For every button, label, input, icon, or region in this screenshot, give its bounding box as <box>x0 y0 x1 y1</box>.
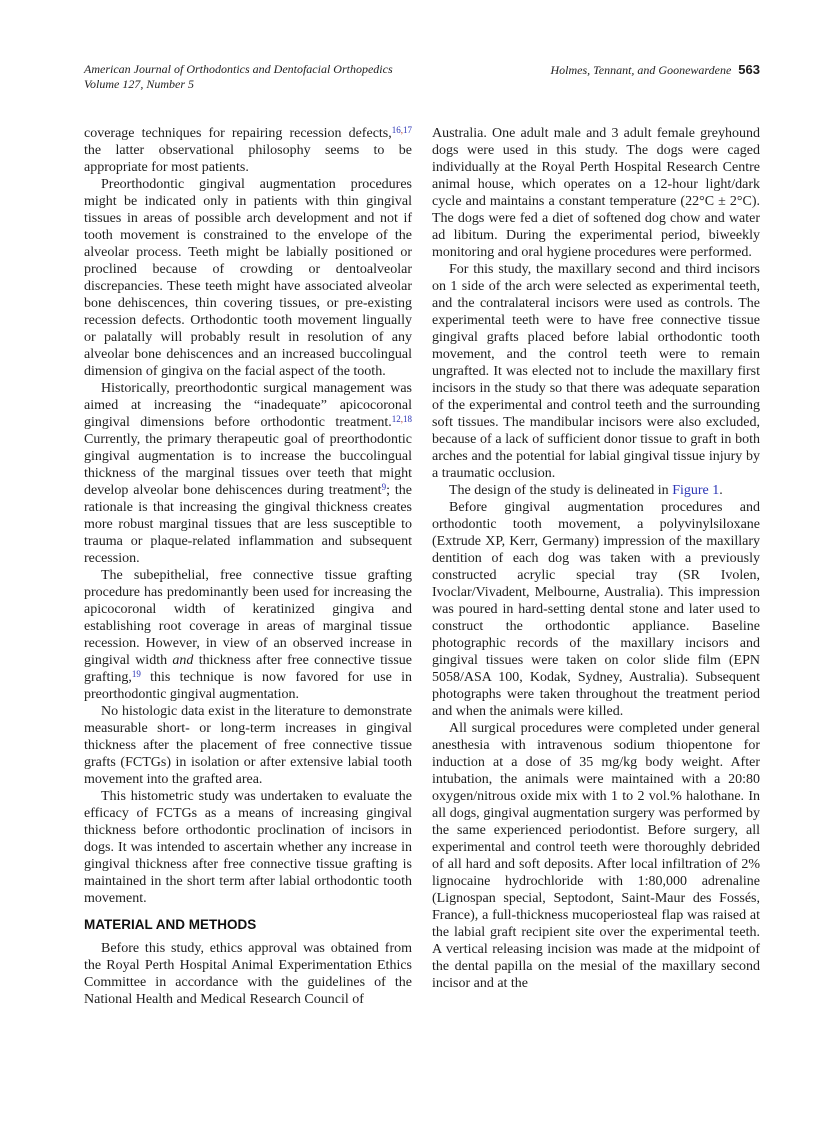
reference-separator: , <box>400 125 403 136</box>
left-column <box>84 125 412 1008</box>
paragraph <box>432 482 760 499</box>
text-run: No histologic data exist in the literature to demonstrate measurable short- or long-term increases in gingival thickness after the placement of free connective tissue grafts (FCTGs) in isolation or after extensive labial tooth movement into the grafted area. <box>84 704 412 787</box>
paragraph <box>84 567 412 703</box>
text-run: coverage techniques for repairing recession defects, <box>84 126 392 141</box>
section-heading: MATERIAL AND METHODS <box>84 917 257 932</box>
text-run: This histometric study was undertaken to evaluate the efficacy of FCTGs as a means of increasing gingival thickness before orthodontic proclination of incisors in dogs. It was intended to ascertain whether any increase in gingival thickness after free connective tissue grafting is maintained in the short term after labial orthodontic tooth movement. <box>84 789 412 906</box>
figure-link[interactable]: Figure 1 <box>672 483 720 498</box>
text-run: . <box>719 483 723 498</box>
paragraph <box>84 788 412 907</box>
paragraph <box>84 176 412 380</box>
text-run: Preorthodontic gingival augmentation procedures might be indicated only in patients with thin gingival tissues in areas of possible arch development and not if tooth movement is constrained to the envelope of the alveolar process. Teeth might be labially positioned or proclined because of crowding or dentoalveolar discrepancies. These teeth might have associated alveolar bone dehiscences, thin covering tissues, or pre-existing recession defects. Orthodontic tooth movement lingually or palatally will probably result in resolution of any alveolar bone dehiscences and an increased buccolingual dimension of gingiva on the facial aspect of the tooth. <box>84 177 412 379</box>
reference-separator: , <box>400 414 403 425</box>
text-run: The subepithelial, free connective tissue grafting procedure has predominantly been used for increasing the apicocoronal width of keratinized gingiva and establishing root coverage in areas of marginal tissue recession. However, in view of an observed increase in gingival width <box>84 568 412 668</box>
text-run: Before this study, ethics approval was obtained from the Royal Perth Hospital Animal Experimentation Ethics Committee in accordance with the guidelines of the National Health and Medical Research Council of <box>84 941 412 1007</box>
paragraph <box>84 703 412 788</box>
authors-names: Holmes, Tennant, and Goonewardene <box>550 63 732 77</box>
paragraph <box>432 499 760 720</box>
authors-page-block <box>551 62 760 78</box>
page-number: 563 <box>738 62 760 77</box>
text-run: ; the rationale is that increasing the gingival thickness creates more robust marginal tissues that are less susceptible to trauma or plaque-related inflammation and subsequent recession. <box>84 483 412 566</box>
reference-link[interactable]: 17 <box>403 125 412 136</box>
text-run: the latter observational philosophy seems to be appropriate for most patients. <box>84 143 412 175</box>
journal-title-block <box>84 62 393 92</box>
journal-volume: Volume 127, Number 5 <box>84 77 194 91</box>
reference-link[interactable]: 12 <box>391 414 401 425</box>
reference-link[interactable]: 18 <box>403 414 412 425</box>
paragraph <box>432 125 760 261</box>
paragraph <box>84 380 412 567</box>
text-run: thickness after free connective tissue grafting, <box>84 653 412 685</box>
text-run: this technique is now favored for use in preorthodontic gingival augmentation. <box>84 670 412 702</box>
text-run: The design of the study is delineated in <box>449 483 673 498</box>
article-body <box>84 125 760 1008</box>
running-header <box>84 62 760 92</box>
reference-link[interactable]: 19 <box>131 669 141 680</box>
right-column <box>432 125 760 1008</box>
text-run: Before gingival augmentation procedures and orthodontic tooth movement, a polyvinylsiloxane (Extrude XP, Kerr, Germany) impression of the maxillary dentition of each dog was taken with a previously constructed acrylic special tray (SR Ivolen, Ivoclar/Vivadent, Melbourne, Australia). This impression was poured in hard-setting dental stone and later used to construct the orthodontic appliance. Baseline photographic records of the maxillary incisors and gingival tissues were taken on color slide film (EPN 5058/ASA 100, Kodak, Sydney, Australia). Subsequent photographs were taken throughout the treatment period and when the animals were killed. <box>432 500 760 719</box>
text-run: Australia. One adult male and 3 adult female greyhound dogs were used in this study. The dogs were caged individually at the Royal Perth Hospital Research Centre animal house, which operates on a 12-hour light/dark cycle and maintains a constant temperature (22°C ± 2°C). The dogs were fed a diet of softened dog chow and water ad libitum. During the experimental period, biweekly monitoring and oral hygiene procedures were performed. <box>432 126 760 260</box>
journal-title: American Journal of Orthodontics and Dentofacial Orthopedics <box>84 62 393 76</box>
text-run: Currently, the primary therapeutic goal of preorthodontic gingival augmentation is to increase the buccolingual thickness of the marginal tissues over teeth that might develop alveolar bone dehiscences during treatment <box>84 432 412 498</box>
reference-link[interactable]: 16 <box>391 125 401 136</box>
text-run: For this study, the maxillary second and third incisors on 1 side of the arch were selected as experimental teeth, and the contralateral incisors were used as controls. The experimental teeth were to have free connective tissue gingival grafts placed before labial orthodontic tooth movement, and the control teeth were to remain ungrafted. It was elected not to include the maxillary first incisors in the study so that there was adequate separation of the experimental and control teeth and the surrounding soft tissues. The mandibular incisors were also excluded, because of a lack of sufficient donor tissue to graft in both arches and the potential for labial gingival tissue injury by a traumatic occlusion. <box>432 262 760 481</box>
text-run: Historically, preorthodontic surgical management was aimed at increasing the “inadequate” apicocoronal gingival dimensions before orthodontic treatment. <box>84 381 412 430</box>
text-run: All surgical procedures were completed under general anesthesia with intravenous sodium thiopentone for induction at a dose of 35 mg/kg body weight. After intubation, the animals were maintained with a 20:80 oxygen/nitrous oxide mix with 1 to 2 vol.% halothane. In all dogs, gingival augmentation surgery was performed by the same experienced periodontist. Before surgery, all experimental and control teeth were thoroughly debrided of all hard and soft deposits. After local infiltration of 2% lignocaine hydrochloride with 1:80,000 adrenaline (Lignospan special, Septodont, Saint-Maur des Fossés, France), a full-thickness mucoperiosteal flap was raised at the labial graft recipient site over the experimental teeth. A vertical releasing incision was made at the midpoint of the dental papilla on the mesial of the maxillary second incisor and at the <box>432 721 760 991</box>
paragraph <box>84 940 412 1008</box>
text-run: and <box>172 653 194 668</box>
paragraph <box>84 125 412 176</box>
paragraph <box>432 720 760 992</box>
paragraph <box>432 261 760 482</box>
reference-link[interactable]: 9 <box>381 482 387 493</box>
